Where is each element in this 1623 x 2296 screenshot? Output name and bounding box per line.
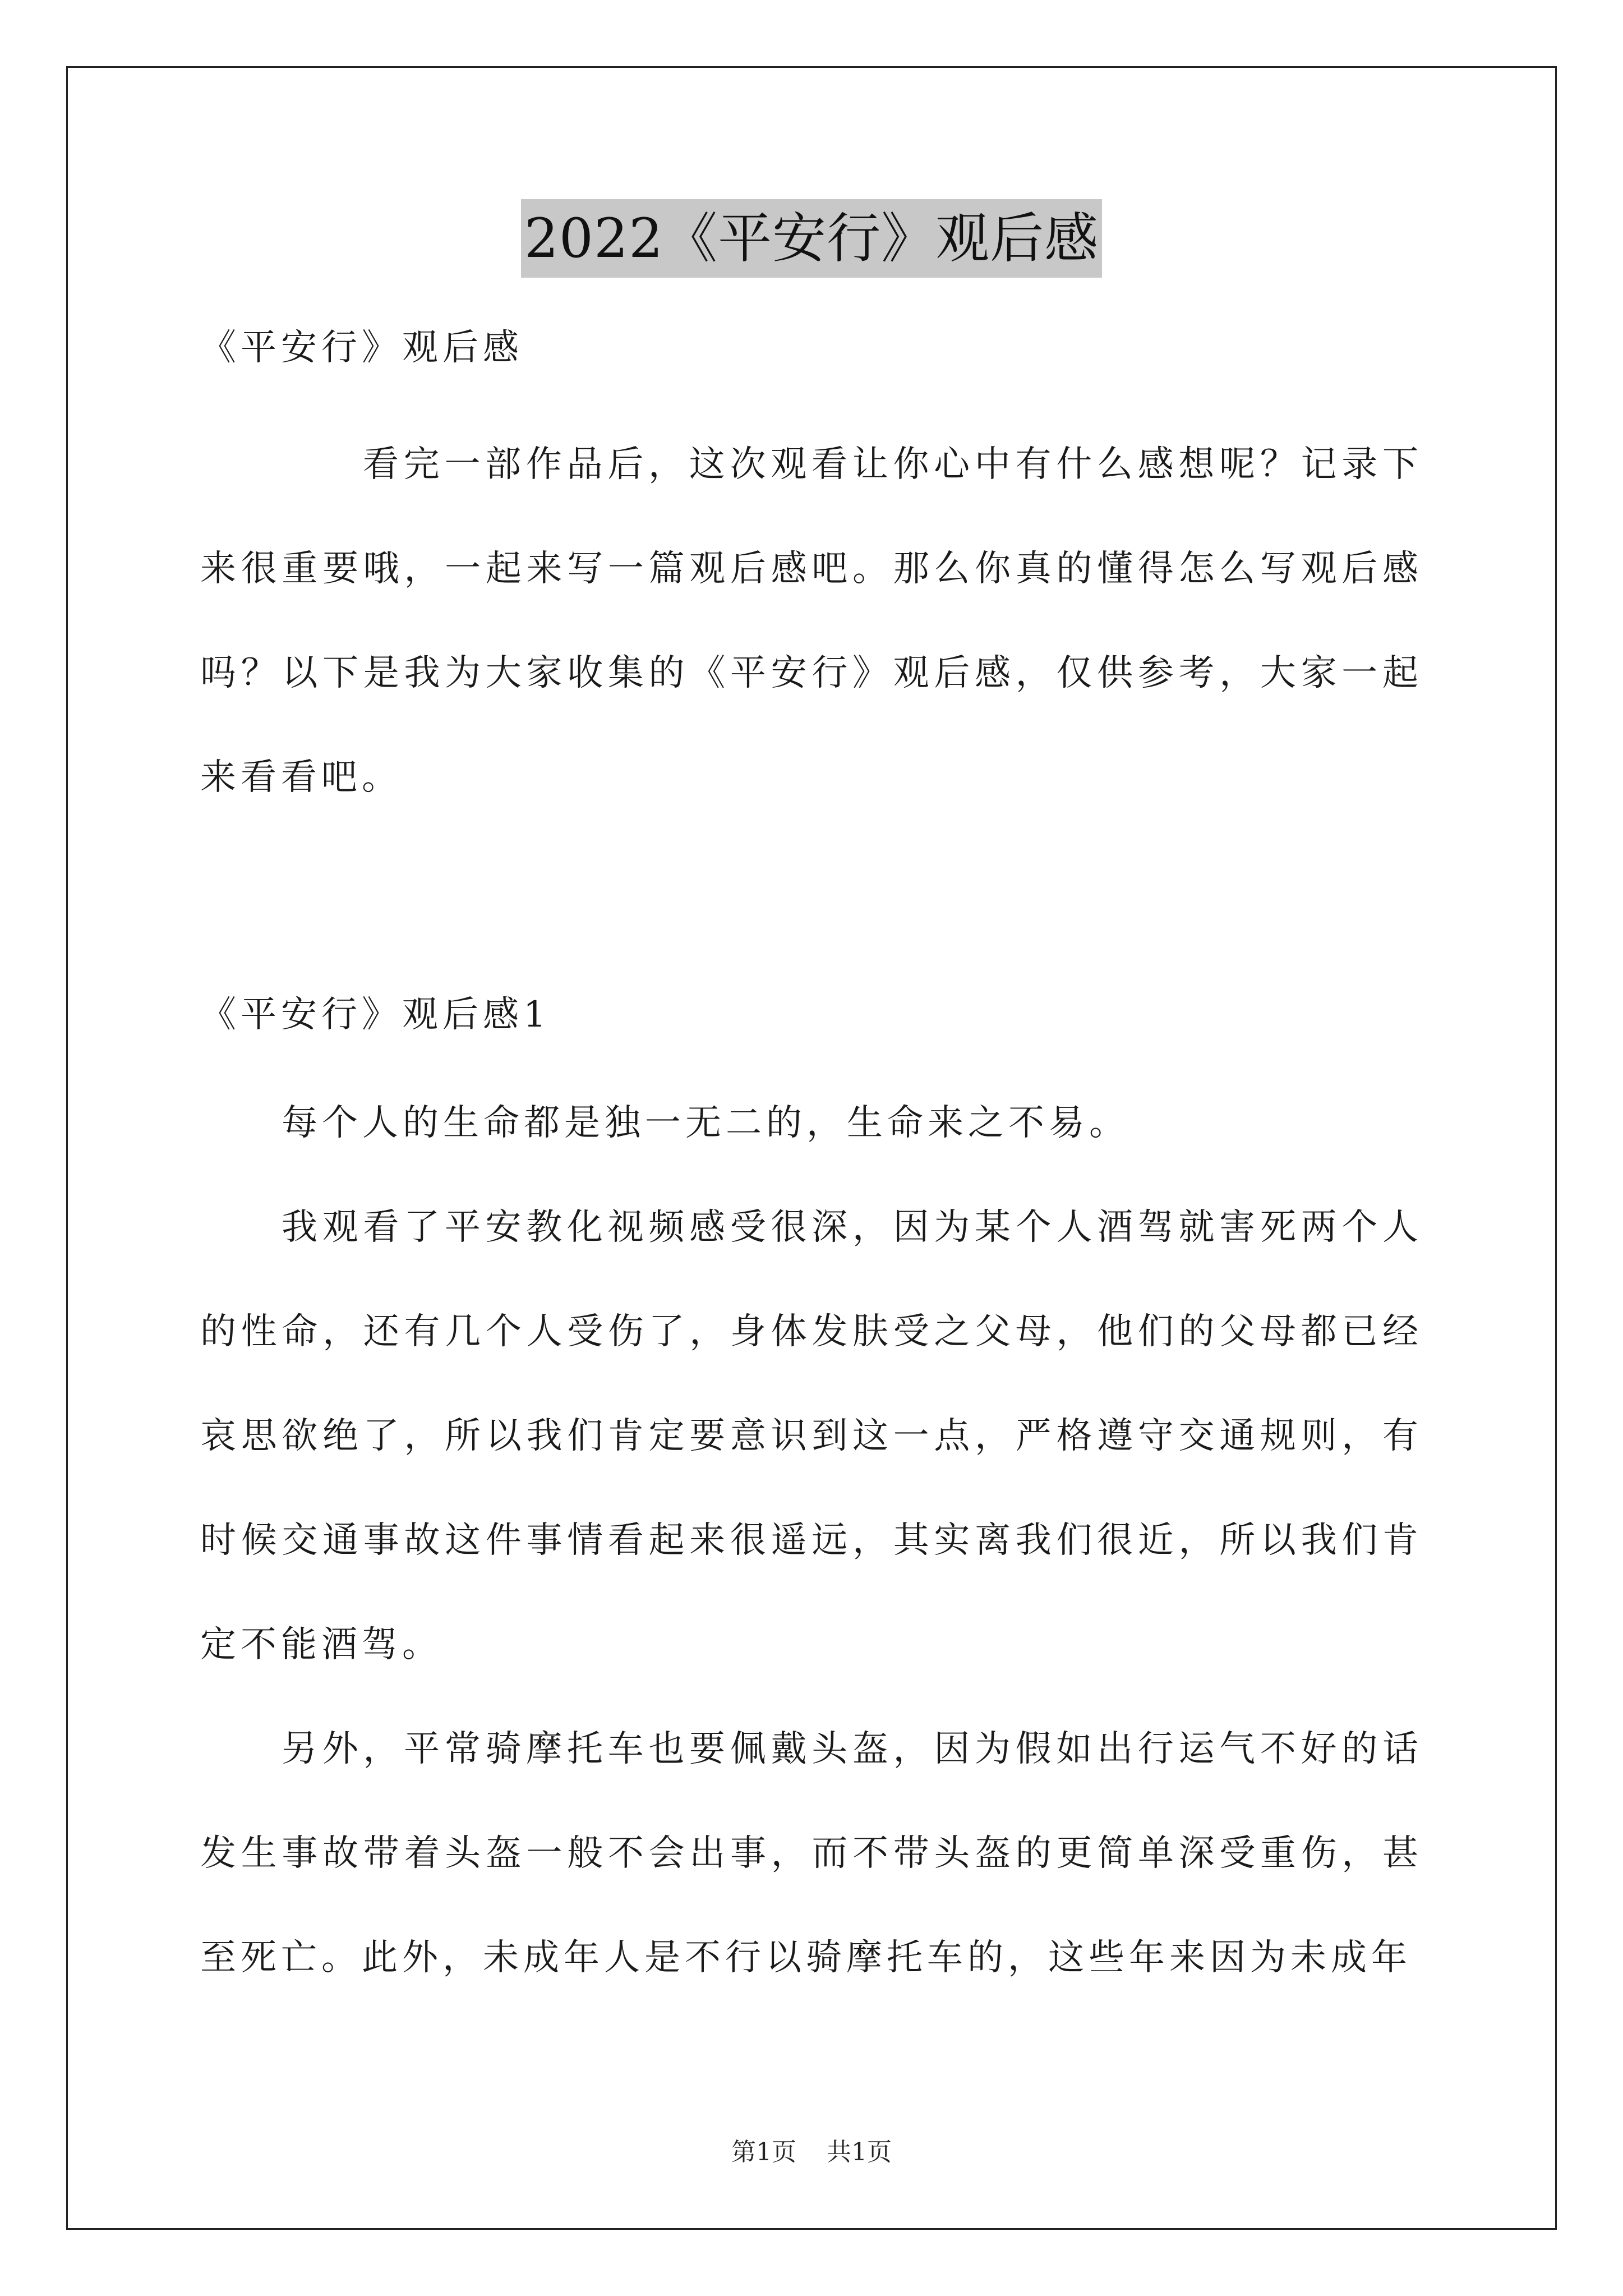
title-container bbox=[0, 199, 1623, 278]
page-total: 共1页 bbox=[827, 2138, 892, 2166]
page-footer bbox=[0, 2132, 1623, 2168]
body-paragraph-1: 每个人的生命都是独一无二的，生命来之不易。 bbox=[282, 1102, 1129, 1144]
document-title: 2022《平安行》观后感 bbox=[521, 199, 1102, 278]
body-paragraph-3: 另外，平常骑摩托车也要佩戴头盔，因为假如出行运气不好的话发生事故带着头盔一般不会出事，而不带头盔的更简单深受重伤，甚至死亡。此外，未成年人是不行以骑摩托车的，这些年来因为未成年 bbox=[200, 1728, 1423, 1978]
intro-paragraph: 看完一部作品后，这次观看让你心中有什么感想呢？记录下来很重要哦，一起来写一篇观后感吧。那么你真的懂得怎么写观后感吗？以下是我为大家收集的《平安行》观后感，仅供参考，大家一起来看看吧。 bbox=[200, 444, 1423, 798]
section-heading: 《平安行》观后感1 bbox=[200, 994, 551, 1036]
subtitle-heading: 《平安行》观后感 bbox=[200, 327, 523, 369]
page-number: 第1页 bbox=[731, 2138, 796, 2166]
document-body bbox=[200, 314, 1423, 2010]
body-paragraph-2: 我观看了平安教化视频感受很深，因为某个人酒驾就害死两个人的性命，还有几个人受伤了，身体发肤受之父母，他们的父母都已经哀思欲绝了，所以我们肯定要意识到这一点，严格遵守交通规则，有时候交通事故这件事情看起来很遥远，其实离我们很近，所以我们肯定不能酒驾。 bbox=[200, 1207, 1423, 1665]
